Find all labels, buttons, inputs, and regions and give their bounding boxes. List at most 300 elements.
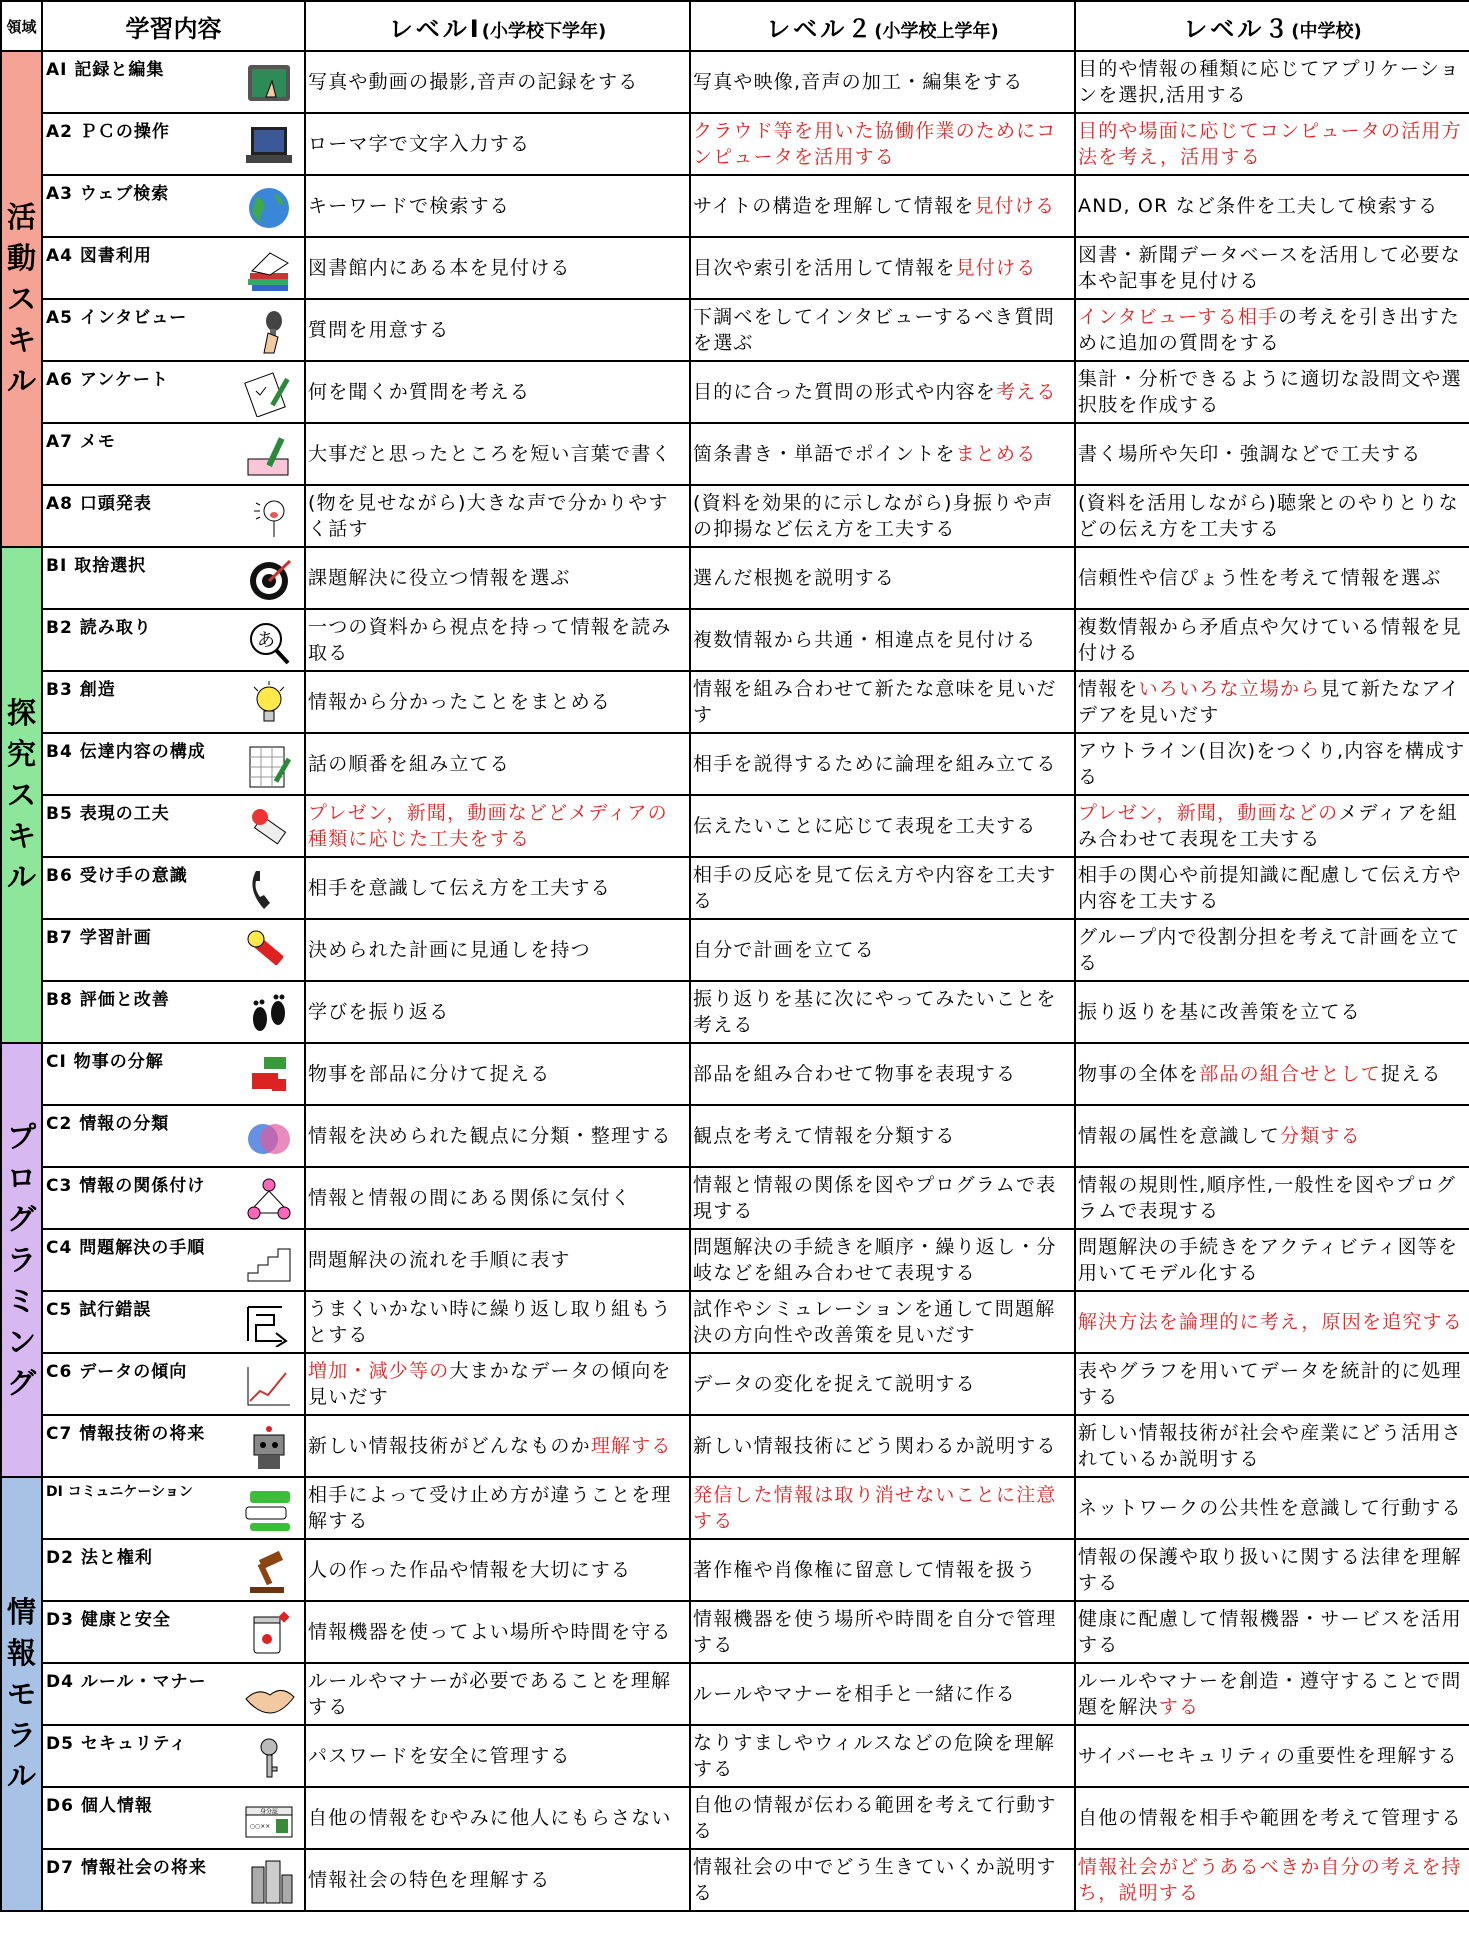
level3-cell bbox=[1075, 485, 1469, 547]
level1-cell bbox=[305, 1539, 690, 1601]
body-text: 決められた計画に見通しを持つ bbox=[308, 939, 591, 961]
level3-cell bbox=[1075, 51, 1469, 113]
laptop-icon bbox=[242, 123, 296, 169]
level2-cell bbox=[690, 1043, 1075, 1105]
table-row bbox=[1, 423, 1469, 485]
gavel-icon bbox=[242, 1549, 296, 1595]
header-level3 bbox=[1075, 1, 1469, 51]
level3-cell bbox=[1075, 361, 1469, 423]
level3-cell bbox=[1075, 981, 1469, 1043]
table-row bbox=[1, 1105, 1469, 1167]
body-text: 情報社会の特色を理解する bbox=[308, 1869, 551, 1891]
emphasis-text: まとめる bbox=[955, 443, 1037, 465]
level2-cell bbox=[690, 361, 1075, 423]
id-card-icon bbox=[242, 1797, 296, 1843]
header-level3-label: レベル３ bbox=[1183, 14, 1292, 43]
table-row bbox=[1, 1539, 1469, 1601]
city-buildings-icon bbox=[242, 1859, 296, 1905]
emphasis-text: する bbox=[1158, 1696, 1200, 1718]
body-text: ルールやマナーを創造・遵守することで問題を解決 bbox=[1078, 1670, 1462, 1718]
header-level1-label: レベルⅠ bbox=[388, 14, 482, 43]
table-row bbox=[1, 1043, 1469, 1105]
body-text: データの変化を捉えて説明する bbox=[693, 1373, 976, 1395]
level2-cell bbox=[690, 795, 1075, 857]
content-cell bbox=[42, 1787, 305, 1849]
level2-cell bbox=[690, 609, 1075, 671]
emphasis-text: 部品の組合せとして bbox=[1199, 1063, 1382, 1085]
survey-icon bbox=[242, 371, 296, 417]
item-code-label: A8 口頭発表 bbox=[46, 494, 152, 514]
header-domain: 領域 bbox=[1, 1, 42, 51]
blocks-icon bbox=[242, 1053, 296, 1099]
speaking-face-icon bbox=[242, 495, 296, 541]
content-cell bbox=[42, 1663, 305, 1725]
body-text: 情報機器を使ってよい場所や時間を守る bbox=[308, 1621, 672, 1643]
level2-cell bbox=[690, 547, 1075, 609]
level1-cell bbox=[305, 1663, 690, 1725]
body-text: 著作権や肖像権に留意して情報を扱う bbox=[693, 1559, 1037, 1581]
level2-cell bbox=[690, 981, 1075, 1043]
body-text: 相手を意識して伝え方を工夫する bbox=[308, 877, 612, 899]
table-row bbox=[1, 485, 1469, 547]
table-row bbox=[1, 609, 1469, 671]
level1-cell bbox=[305, 485, 690, 547]
table-row bbox=[1, 175, 1469, 237]
maze-arrow-icon bbox=[242, 1301, 296, 1347]
telephone-icon bbox=[242, 867, 296, 913]
content-cell bbox=[42, 175, 305, 237]
table-row bbox=[1, 1849, 1469, 1911]
globe-icon bbox=[242, 185, 296, 231]
level3-cell bbox=[1075, 1291, 1469, 1353]
body-text: 課題解決に役立つ情報を選ぶ bbox=[308, 567, 571, 589]
chat-bubbles-icon bbox=[242, 1487, 296, 1533]
body-text: うまくいかない時に繰り返し取り組もうとする bbox=[308, 1298, 672, 1346]
body-text: 相手を説得するために論理を組み立てる bbox=[693, 753, 1057, 775]
header-row bbox=[1, 1, 1469, 51]
table-row bbox=[1, 237, 1469, 299]
body-text: 情報と情報の間にある関係に気付く bbox=[308, 1187, 632, 1209]
level3-cell bbox=[1075, 1353, 1469, 1415]
svg-text:あ: あ bbox=[257, 630, 275, 651]
level3-cell bbox=[1075, 1105, 1469, 1167]
level2-cell bbox=[690, 1601, 1075, 1663]
table-row bbox=[1, 919, 1469, 981]
emphasis-text: プレゼン，新聞，動画などどメディアの種類に応じた工夫をする bbox=[308, 802, 668, 850]
table-row bbox=[1, 1167, 1469, 1229]
level1-cell bbox=[305, 51, 690, 113]
body-text: 問題解決の流れを手順に表す bbox=[308, 1249, 571, 1271]
body-text: 情報の保護や取り扱いに関する法律を理解する bbox=[1078, 1546, 1462, 1594]
microphone-icon bbox=[242, 309, 296, 355]
level1-cell bbox=[305, 547, 690, 609]
table-row bbox=[1, 1663, 1469, 1725]
body-text: 新しい情報技術がどんなものか bbox=[308, 1435, 591, 1457]
body-text: ネットワークの公共性を意識して行動する bbox=[1078, 1497, 1462, 1519]
level1-cell bbox=[305, 609, 690, 671]
level1-cell bbox=[305, 1601, 690, 1663]
target-icon bbox=[242, 557, 296, 603]
item-code-label: A6 アンケート bbox=[46, 370, 169, 390]
item-code-label: AⅠ 記録と編集 bbox=[46, 60, 165, 80]
content-cell bbox=[42, 1415, 305, 1477]
item-code-label: DⅠ コミュニケーション bbox=[46, 1484, 193, 1500]
level3-cell bbox=[1075, 547, 1469, 609]
level2-cell bbox=[690, 1725, 1075, 1787]
table-row bbox=[1, 1291, 1469, 1353]
level1-cell bbox=[305, 1415, 690, 1477]
emphasis-text: 増加・減少等の bbox=[308, 1360, 450, 1382]
level1-cell bbox=[305, 423, 690, 485]
content-cell bbox=[42, 1167, 305, 1229]
item-code-label: D7 情報社会の将来 bbox=[46, 1858, 207, 1878]
body-text: 箇条書き・単語でポイントを bbox=[693, 443, 956, 465]
domain-d bbox=[1, 1477, 42, 1911]
content-cell bbox=[42, 1229, 305, 1291]
body-text: (資料を効果的に示しながら)身振りや声の抑揚など伝え方を工夫する bbox=[693, 492, 1054, 540]
body-text: ルールやマナーが必要であることを理解する bbox=[308, 1670, 672, 1718]
emphasis-text: 見付ける bbox=[974, 195, 1056, 217]
emphasis-text: 情報社会がどうあるべきか自分の考えを持ち，説明する bbox=[1078, 1856, 1462, 1904]
body-text: 信頼性や信ぴょう性を考えて情報を選ぶ bbox=[1078, 567, 1442, 589]
content-cell bbox=[42, 237, 305, 299]
body-text: の考えを引き出すために追加の質問をする bbox=[1078, 306, 1461, 354]
emphasis-text: 考える bbox=[996, 381, 1057, 403]
tablet-touch-icon bbox=[242, 61, 296, 107]
level1-cell bbox=[305, 795, 690, 857]
emphasis-text: 目的や場面に応じてコンピュータの活用方法を考え，活用する bbox=[1078, 120, 1462, 168]
level2-cell bbox=[690, 1663, 1075, 1725]
level2-cell bbox=[690, 1415, 1075, 1477]
item-code-label: C4 問題解決の手順 bbox=[46, 1238, 206, 1258]
content-cell bbox=[42, 1353, 305, 1415]
emphasis-text: 理解する bbox=[590, 1435, 672, 1457]
header-level3-note: (中学校) bbox=[1291, 20, 1362, 42]
table-row bbox=[1, 361, 1469, 423]
body-text: 情報と情報の関係を図やプログラムで表現する bbox=[693, 1174, 1057, 1222]
body-text: グループ内で役割分担を考えて計画を立てる bbox=[1078, 926, 1461, 974]
level2-cell bbox=[690, 175, 1075, 237]
level2-cell bbox=[690, 1167, 1075, 1229]
item-code-label: D6 個人情報 bbox=[46, 1796, 153, 1816]
body-text: 健康に配慮して情報機器・サービスを活用する bbox=[1078, 1608, 1462, 1656]
level2-cell bbox=[690, 1787, 1075, 1849]
content-cell bbox=[42, 1291, 305, 1353]
level1-cell bbox=[305, 857, 690, 919]
body-text: 相手の関心や前提知識に配慮して伝え方や内容を工夫する bbox=[1078, 864, 1462, 912]
content-cell bbox=[42, 671, 305, 733]
emphasis-text: クラウド等を用いた協働作業のためにコンピュータを活用する bbox=[693, 120, 1057, 168]
level1-cell bbox=[305, 1229, 690, 1291]
body-text: なりすましやウィルスなどの危険を理解する bbox=[693, 1732, 1055, 1780]
level3-cell bbox=[1075, 1663, 1469, 1725]
body-text: 図書・新聞データベースを活用して必要な本や記事を見付ける bbox=[1078, 244, 1461, 292]
body-text: (物を見せながら)大きな声で分かりやすく話す bbox=[308, 492, 669, 540]
level1-cell bbox=[305, 237, 690, 299]
handshake-icon bbox=[242, 1673, 296, 1719]
body-text: 観点を考えて情報を分類する bbox=[693, 1125, 956, 1147]
body-text: 試作やシミュレーションを通して問題解決の方向性や改善策を見いだす bbox=[693, 1298, 1056, 1346]
level2-cell bbox=[690, 671, 1075, 733]
body-text: メディアを組み合わせて表現を工夫する bbox=[1078, 802, 1459, 850]
item-code-label: B3 創造 bbox=[46, 680, 116, 700]
emphasis-text: 発信した情報は取り消せないことに注意する bbox=[693, 1484, 1057, 1532]
level3-cell bbox=[1075, 857, 1469, 919]
body-text: 情報の規則性,順序性,一般性を図やプログラムで表現する bbox=[1078, 1174, 1457, 1222]
header-level2-label: レベル２ bbox=[766, 14, 875, 43]
level1-cell bbox=[305, 1043, 690, 1105]
level3-cell bbox=[1075, 1725, 1469, 1787]
item-code-label: A7 メモ bbox=[46, 432, 116, 452]
relation-graph-icon bbox=[242, 1177, 296, 1223]
level3-cell bbox=[1075, 671, 1469, 733]
body-text: 複数情報から矛盾点や欠けている情報を見付ける bbox=[1078, 616, 1462, 664]
trend-graph-icon bbox=[242, 1363, 296, 1409]
item-code-label: D3 健康と安全 bbox=[46, 1610, 171, 1630]
level3-cell bbox=[1075, 609, 1469, 671]
body-text: 自他の情報を相手や範囲を考えて管理する bbox=[1078, 1807, 1462, 1829]
table-row bbox=[1, 981, 1469, 1043]
level1-cell bbox=[305, 113, 690, 175]
table-row bbox=[1, 1601, 1469, 1663]
body-text: 相手によって受け止め方が違うことを理解する bbox=[308, 1484, 672, 1532]
level3-cell bbox=[1075, 237, 1469, 299]
footprints-icon bbox=[242, 991, 296, 1037]
table-row bbox=[1, 1229, 1469, 1291]
body-text: 伝えたいことに応じて表現を工夫する bbox=[693, 815, 1037, 837]
table-row bbox=[1, 671, 1469, 733]
level2-cell bbox=[690, 1105, 1075, 1167]
body-text: ルールやマナーを相手と一緒に作る bbox=[693, 1683, 1016, 1705]
emphasis-text: いろいろな立場から bbox=[1138, 678, 1321, 700]
item-code-label: B7 学習計画 bbox=[46, 928, 152, 948]
body-text: 写真や動画の撮影,音声の記録をする bbox=[308, 71, 639, 93]
emphasis-text: インタビューする相手 bbox=[1078, 306, 1279, 328]
domain-label: 探究スキル bbox=[6, 695, 36, 894]
header-level2-note: (小学校上学年) bbox=[874, 20, 999, 42]
body-text: 複数情報から共通・相違点を見付ける bbox=[693, 629, 1037, 651]
item-code-label: D2 法と権利 bbox=[46, 1548, 153, 1568]
emphasis-text: 解決方法を論理的に考え，原因を追究する bbox=[1078, 1311, 1463, 1333]
body-text: 自他の情報をむやみに他人にもらさない bbox=[308, 1807, 672, 1829]
table-row bbox=[1, 1415, 1469, 1477]
level3-cell bbox=[1075, 1787, 1469, 1849]
content-cell bbox=[42, 609, 305, 671]
body-text: キーワードで検索する bbox=[308, 195, 511, 217]
level2-cell bbox=[690, 423, 1075, 485]
memo-icon bbox=[242, 433, 296, 479]
body-text: 相手の反応を見て伝え方や内容を工夫する bbox=[693, 864, 1057, 912]
content-cell bbox=[42, 981, 305, 1043]
emphasis-text: 見付ける bbox=[955, 257, 1037, 279]
body-text: アウトライン(目次)をつくり,内容を構成する bbox=[1078, 740, 1466, 788]
content-cell bbox=[42, 485, 305, 547]
key-icon bbox=[242, 1735, 296, 1781]
level2-cell bbox=[690, 857, 1075, 919]
table-row bbox=[1, 1787, 1469, 1849]
magnifier-icon bbox=[242, 619, 296, 665]
content-cell bbox=[42, 1105, 305, 1167]
body-text: 何を聞くか質問を考える bbox=[308, 381, 531, 403]
body-text: 情報社会の中でどう生きていくか説明する bbox=[693, 1856, 1057, 1904]
level2-cell bbox=[690, 1229, 1075, 1291]
content-cell bbox=[42, 1539, 305, 1601]
item-code-label: C2 情報の分類 bbox=[46, 1114, 170, 1134]
table-row bbox=[1, 113, 1469, 175]
domain-label: プログラミング bbox=[6, 1119, 36, 1400]
header-level2 bbox=[690, 1, 1075, 51]
domain-a bbox=[1, 51, 42, 547]
level1-cell bbox=[305, 1353, 690, 1415]
level1-cell bbox=[305, 1291, 690, 1353]
domain-label: 情報モラル bbox=[6, 1594, 36, 1793]
books-icon bbox=[242, 247, 296, 293]
body-text: 話の順番を組み立てる bbox=[308, 753, 511, 775]
venn-icon bbox=[242, 1115, 296, 1161]
level2-cell bbox=[690, 113, 1075, 175]
body-text: 新しい情報技術が社会や産業にどう活用されているか説明する bbox=[1078, 1422, 1462, 1470]
body-text: 図書館内にある本を見付ける bbox=[308, 257, 571, 279]
level1-cell bbox=[305, 1167, 690, 1229]
table-row bbox=[1, 299, 1469, 361]
content-cell bbox=[42, 795, 305, 857]
body-text: 部品を組み合わせて物事を表現する bbox=[693, 1063, 1017, 1085]
content-cell bbox=[42, 51, 305, 113]
domain-label: 活動スキル bbox=[6, 199, 36, 398]
level3-cell bbox=[1075, 1849, 1469, 1911]
item-code-label: D4 ルール・マナー bbox=[46, 1672, 207, 1692]
item-code-label: B8 評価と改善 bbox=[46, 990, 170, 1010]
body-text: 情報から分かったことをまとめる bbox=[308, 691, 612, 713]
stairs-icon bbox=[242, 1239, 296, 1285]
level2-cell bbox=[690, 733, 1075, 795]
item-code-label: B5 表現の工夫 bbox=[46, 804, 170, 824]
level3-cell bbox=[1075, 175, 1469, 237]
emphasis-text: プレゼン，新聞，動画などの bbox=[1078, 802, 1339, 824]
content-cell bbox=[42, 733, 305, 795]
body-text: 選んだ根拠を説明する bbox=[693, 567, 896, 589]
medicine-icon bbox=[242, 1611, 296, 1657]
item-code-label: A5 インタビュー bbox=[46, 308, 188, 328]
item-code-label: B4 伝達内容の構成 bbox=[46, 742, 206, 762]
item-code-label: C7 情報技術の将来 bbox=[46, 1424, 206, 1444]
level1-cell bbox=[305, 361, 690, 423]
item-code-label: C3 情報の関係付け bbox=[46, 1176, 206, 1196]
body-text: 新しい情報技術にどう関わるか説明する bbox=[693, 1435, 1057, 1457]
body-text: サイバーセキュリティの重要性を理解する bbox=[1078, 1745, 1458, 1767]
level1-cell bbox=[305, 981, 690, 1043]
body-text: 情報を bbox=[1078, 678, 1139, 700]
robot-icon bbox=[242, 1425, 296, 1471]
table-row bbox=[1, 1477, 1469, 1539]
item-code-label: CⅠ 物事の分解 bbox=[46, 1052, 164, 1072]
body-text: ローマ字で文字入力する bbox=[308, 133, 531, 155]
body-text: パスワードを安全に管理する bbox=[308, 1745, 571, 1767]
content-cell bbox=[42, 547, 305, 609]
level1-cell bbox=[305, 919, 690, 981]
level2-cell bbox=[690, 1849, 1075, 1911]
table-row bbox=[1, 51, 1469, 113]
header-level1 bbox=[305, 1, 690, 51]
level1-cell bbox=[305, 1849, 690, 1911]
body-text: 学びを振り返る bbox=[308, 1001, 450, 1023]
content-cell bbox=[42, 361, 305, 423]
content-cell bbox=[42, 1043, 305, 1105]
body-text: 物事を部品に分けて捉える bbox=[308, 1063, 551, 1085]
level1-cell bbox=[305, 1725, 690, 1787]
body-text: (資料を活用しながら)聴衆とのやりとりなどの伝え方を工夫する bbox=[1078, 492, 1459, 540]
content-cell bbox=[42, 1601, 305, 1663]
table-row bbox=[1, 733, 1469, 795]
item-code-label: A4 図書利用 bbox=[46, 246, 152, 266]
body-text: 振り返りを基に改善策を立てる bbox=[1078, 1001, 1361, 1023]
flashlight-icon bbox=[242, 929, 296, 975]
body-text: 見て新たなアイデアを見いだす bbox=[1078, 678, 1461, 726]
level2-cell bbox=[690, 919, 1075, 981]
item-code-label: B2 読み取り bbox=[46, 618, 152, 638]
level1-cell bbox=[305, 733, 690, 795]
item-code-label: BⅠ 取捨選択 bbox=[46, 556, 147, 576]
level2-cell bbox=[690, 1353, 1075, 1415]
content-cell bbox=[42, 857, 305, 919]
level2-cell bbox=[690, 237, 1075, 299]
body-text: 情報の属性を意識して bbox=[1078, 1125, 1281, 1147]
body-text: 大まかなデータの傾向を見いだす bbox=[308, 1360, 672, 1408]
item-code-label: A2 ＰＣの操作 bbox=[46, 122, 170, 142]
body-text: 捉える bbox=[1381, 1063, 1442, 1085]
body-text: 目的や情報の種類に応じてアプリケーションを選択,活用する bbox=[1078, 58, 1460, 106]
level3-cell bbox=[1075, 113, 1469, 175]
level3-cell bbox=[1075, 919, 1469, 981]
body-text: 自分で計画を立てる bbox=[693, 939, 875, 961]
body-text: 書く場所や矢印・強調などで工夫する bbox=[1078, 443, 1422, 465]
body-text: 情報を決められた観点に分類・整理する bbox=[308, 1125, 672, 1147]
body-text: 物事の全体を bbox=[1078, 1063, 1200, 1085]
content-cell bbox=[42, 423, 305, 485]
body-text: 下調べをしてインタビューするべき質問を選ぶ bbox=[693, 306, 1055, 354]
table-row bbox=[1, 795, 1469, 857]
item-code-label: C6 データの傾向 bbox=[46, 1362, 188, 1382]
level3-cell bbox=[1075, 1229, 1469, 1291]
level1-cell bbox=[305, 175, 690, 237]
level3-cell bbox=[1075, 1601, 1469, 1663]
level2-cell bbox=[690, 299, 1075, 361]
domain-b bbox=[1, 547, 42, 1043]
level1-cell bbox=[305, 1105, 690, 1167]
table-row bbox=[1, 1353, 1469, 1415]
level1-cell bbox=[305, 299, 690, 361]
level3-cell bbox=[1075, 733, 1469, 795]
level2-cell bbox=[690, 1291, 1075, 1353]
body-text: 目次や索引を活用して情報を bbox=[693, 257, 956, 279]
level1-cell bbox=[305, 1477, 690, 1539]
header-level1-note: (小学校下学年) bbox=[481, 20, 607, 42]
body-text: 集計・分析できるように適切な設問文や選択肢を作成する bbox=[1078, 368, 1462, 416]
body-text: 人の作った作品や情報を大切にする bbox=[308, 1559, 632, 1581]
content-cell bbox=[42, 919, 305, 981]
content-cell bbox=[42, 1725, 305, 1787]
body-text: 表やグラフを用いてデータを統計的に処理する bbox=[1078, 1360, 1462, 1408]
body-text: 振り返りを基に次にやってみたいことを考える bbox=[693, 988, 1057, 1036]
body-text: AND, OR など条件を工夫して検索する bbox=[1078, 195, 1439, 217]
content-cell bbox=[42, 299, 305, 361]
level1-cell bbox=[305, 1787, 690, 1849]
body-text: 質問を用意する bbox=[308, 319, 450, 341]
level2-cell bbox=[690, 51, 1075, 113]
domain-c bbox=[1, 1043, 42, 1477]
body-text: 情報機器を使う場所や時間を自分で管理する bbox=[693, 1608, 1057, 1656]
emphasis-text: 分類する bbox=[1280, 1125, 1361, 1147]
